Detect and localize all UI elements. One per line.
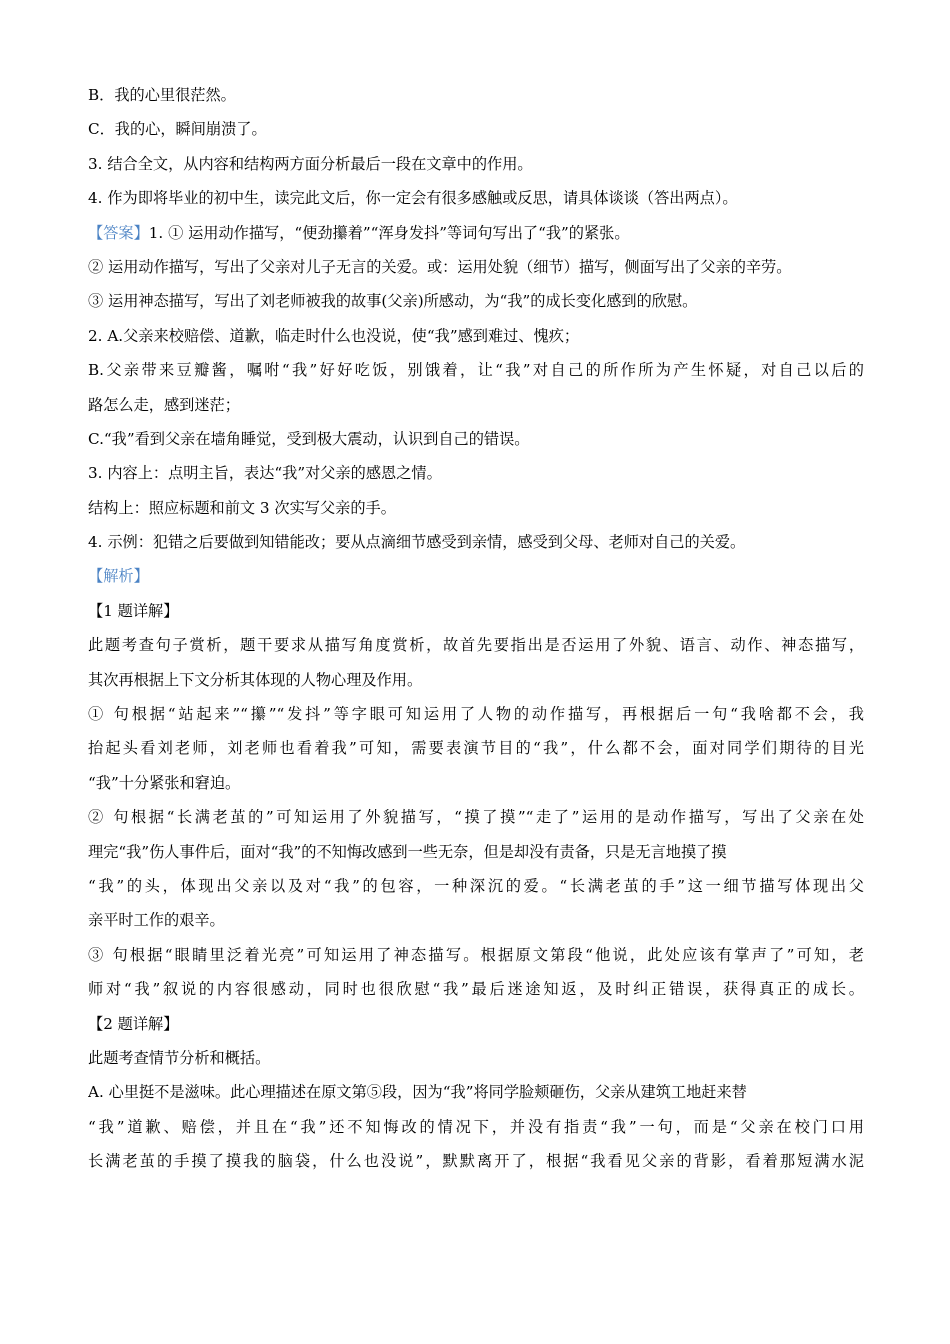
line-text: 师对“我”叙说的内容很感动，同时也很欣慰“我”最后迷途知返，及时纠正错误，获得真正的成长。	[88, 980, 864, 999]
line-text: 4. 示例：犯错之后要做到知错能改；要从点滴细节感受到亲情，感受到父母、老师对自己的关爱。	[88, 533, 746, 552]
text-line	[88, 594, 864, 628]
text-line	[88, 1041, 864, 1075]
text-line	[88, 250, 864, 284]
text-line	[88, 766, 864, 800]
line-text: B．我的心里很茫然。	[88, 86, 236, 104]
text-line	[88, 938, 864, 972]
text-line	[88, 869, 864, 903]
text-line	[88, 1075, 864, 1109]
text-line	[88, 284, 864, 318]
text-line	[88, 1144, 864, 1178]
text-line	[88, 181, 864, 215]
line-text: C.“我”看到父亲在墙角睡觉，受到极大震动，认识到自己的错误。	[88, 429, 530, 448]
text-line	[88, 628, 864, 662]
text-line	[88, 147, 864, 181]
line-text: B.父亲带来豆瓣酱，嘱咐“我”好好吃饭，别饿着，让“我”对自己的所作所为产生怀疑，对自己以后的	[88, 361, 864, 380]
line-text: A. 心里挺不是滋味。此心理描述在原文第⑤段，因为“我”将同学脸颊砸伤，父亲从建筑工地赶来替	[88, 1083, 747, 1102]
line-text: “我”道歉、赔偿，并且在“我”还不知悔改的情况下，并没有指责“我”一句，而是“父亲在校门口用	[88, 1117, 864, 1136]
text-line	[88, 353, 864, 387]
section-tag: 【答案】	[88, 223, 149, 242]
line-text: 此题考查句子赏析，题干要求从描写角度赏析，故首先要指出是否运用了外貌、语言、动作、神态描写，	[88, 636, 864, 655]
line-text: 【1 题详解】	[88, 601, 179, 620]
text-line	[88, 800, 864, 834]
text-line	[88, 525, 864, 559]
text-line	[88, 388, 864, 422]
text-line	[88, 1110, 864, 1144]
line-text: C．我的心，瞬间崩溃了。	[88, 120, 267, 139]
text-line	[88, 903, 864, 937]
line-text: 其次再根据上下文分析其体现的人物心理及作用。	[88, 670, 423, 689]
line-text: 【2 题详解】	[88, 1014, 179, 1033]
text-line	[88, 491, 864, 525]
line-text: 1. ① 运用动作描写，“便劲攥着”“浑身发抖”等词句写出了“我”的紧张。	[148, 223, 630, 242]
line-text: ③ 句根据“眼睛里泛着光亮”可知运用了神态描写。根据原文第段“他说，此处应该有掌声了”可知，老	[88, 945, 864, 964]
line-text: 亲平时工作的艰辛。	[88, 911, 225, 930]
line-text: 2. A.父亲来校赔偿、道歉，临走时什么也没说，使“我”感到难过、愧疚；	[88, 326, 580, 345]
document-page	[88, 78, 864, 1179]
text-line	[88, 697, 864, 731]
line-text: 长满老茧的手摸了摸我的脑袋，什么也没说”，默默离开了，根据“我看见父亲的背影，看着那短满水泥	[88, 1152, 864, 1171]
line-text: 理完“我”伤人事件后，面对“我”的不知悔改感到一些无奈，但是却没有责备，只是无言地摸了摸	[88, 842, 727, 861]
text-line	[88, 422, 864, 456]
text-line	[88, 112, 864, 146]
section-tag: 【解析】	[88, 567, 149, 586]
line-text: ② 运用动作描写，写出了父亲对儿子无言的关爱。或：运用处貌（细节）描写，侧面写出了父亲的辛劳。	[88, 257, 792, 276]
line-text: “我”的头，体现出父亲以及对“我”的包容，一种深沉的爱。“长满老茧的手”这一细节描写体现出父	[88, 876, 864, 895]
text-line	[88, 663, 864, 697]
line-text: ① 句根据“站起来”“攥”“发抖”等字眼可知运用了人物的动作描写，再根据后一句“我啥都不会，我	[88, 705, 864, 724]
line-text: ③ 运用神态描写，写出了刘老师被我的故事(父亲)所感动，为“我”的成长变化感到的欣慰。	[88, 292, 698, 311]
text-line	[88, 835, 864, 869]
text-line	[88, 972, 864, 1006]
text-line	[88, 456, 864, 490]
line-text: 路怎么走，感到迷茫；	[88, 395, 240, 414]
line-text: 3. 结合全文，从内容和结构两方面分析最后一段在文章中的作用。	[88, 154, 533, 173]
line-text: 此题考查情节分析和概括。	[88, 1048, 271, 1067]
line-text: 4. 作为即将毕业的初中生，读完此文后，你一定会有很多感触或反思，请具体谈谈（答出两点）。	[88, 189, 738, 208]
line-text: 抬起头看刘老师，刘老师也看着我”可知，需要表演节目的“我”，什么都不会，面对同学们期待的目光	[88, 739, 864, 758]
line-text: ② 句根据“长满老茧的”可知运用了外貌描写，“摸了摸”“走了”运用的是动作描写，写出了父亲在处	[88, 808, 864, 827]
text-line	[88, 559, 864, 593]
line-text: 3. 内容上：点明主旨，表达“我”对父亲的感恩之情。	[88, 464, 442, 483]
text-line	[88, 731, 864, 765]
text-line	[88, 1007, 864, 1041]
line-text: “我”十分紧张和窘迫。	[88, 773, 241, 792]
text-line	[88, 319, 864, 353]
line-text: 结构上：照应标题和前文 3 次实写父亲的手。	[88, 498, 396, 517]
text-line	[88, 216, 864, 250]
text-line	[88, 78, 864, 112]
